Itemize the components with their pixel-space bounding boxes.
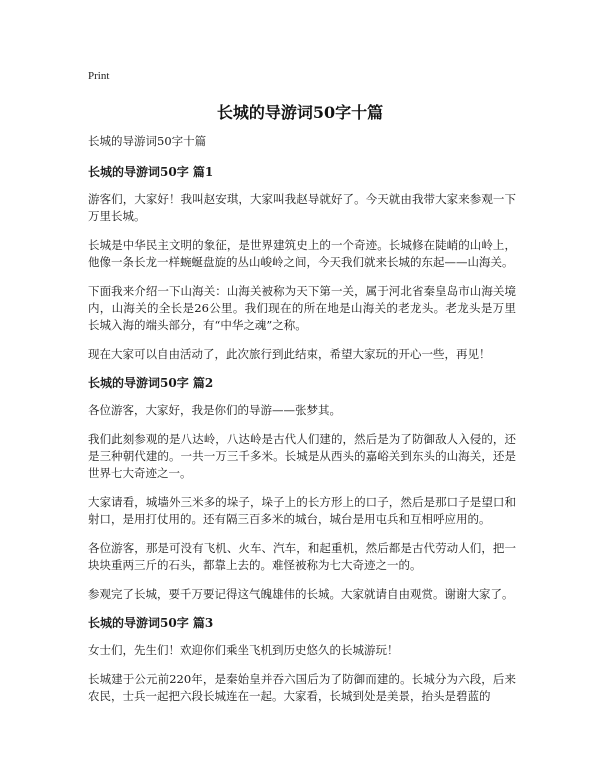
paragraph: 各位游客，那是可没有飞机、火车、汽车，和起重机，然后都是古代劳动人们，把一块块重两三斤的石头，都靠上去的。难怪被称为七大奇迹之一的。 xyxy=(88,541,516,572)
paragraph: 各位游客，大家好，我是你们的导游——张梦其。 xyxy=(88,403,341,417)
paragraph: 参观完了长城，要千万要记得这气魄雄伟的长城。大家就请自由观赏。谢谢大家了。 xyxy=(88,587,514,601)
print-link[interactable]: Print xyxy=(88,70,110,82)
section-2 xyxy=(88,375,516,603)
paragraph: 长城是中华民主文明的象征，是世界建筑史上的一个奇迹。长城修在陡峭的山岭上，他像一条长龙一样蜿蜒盘旋的丛山峻岭之间，今天我们就来长城的东起——山海关。 xyxy=(88,238,516,269)
section-3 xyxy=(88,615,516,705)
section-heading: 长城的导游词50字 篇3 xyxy=(88,616,214,630)
paragraph: 下面我来介绍一下山海关：山海关被称为天下第一关，属于河北省秦皇岛市山海关境内，山海关的全长是26公里。我们现在的所在地是山海关的老龙头。老龙头是万里长城入海的端头部分，有“中华之魂”之称。 xyxy=(88,284,516,332)
article-body xyxy=(88,133,516,717)
article-subtitle: 长城的导游词50字十篇 xyxy=(88,134,207,148)
paragraph: 现在大家可以自由活动了，此次旅行到此结束，希望大家玩的开心一些，再见！ xyxy=(88,347,491,361)
section-heading: 长城的导游词50字 篇2 xyxy=(88,376,214,390)
page-title: 长城的导游词50字十篇 xyxy=(216,103,384,122)
paragraph: 长城建于公元前220年，是秦始皇并吞六国后为了防御而建的。长城分为六段，后来农民，士兵一起把六段长城连在一起。大家看，长城到处是美景，抬头是碧蓝的 xyxy=(88,672,516,703)
paragraph: 大家请看，城墙外三米多的垛子，垛子上的长方形上的口子，然后是那口子是望口和射口，是用打仗用的。还有隔三百多米的城台，城台是用屯兵和互相呼应用的。 xyxy=(88,495,516,526)
paragraph: 我们此刻参观的是八达岭，八达岭是古代人们建的，然后是为了防御敌人入侵的，还是三种朝代建的。一共一万三千多米。长城是从西头的嘉峪关到东头的山海关，还是世界七大奇迹之一。 xyxy=(88,432,516,480)
section-heading: 长城的导游词50字 篇1 xyxy=(88,165,214,179)
section-1 xyxy=(88,164,516,363)
paragraph: 游客们，大家好！我叫赵安琪，大家叫我赵导就好了。今天就由我带大家来参观一下万里长城。 xyxy=(88,192,516,223)
paragraph: 女士们，先生们！欢迎你们乘坐飞机到历史悠久的长城游玩！ xyxy=(88,643,399,657)
